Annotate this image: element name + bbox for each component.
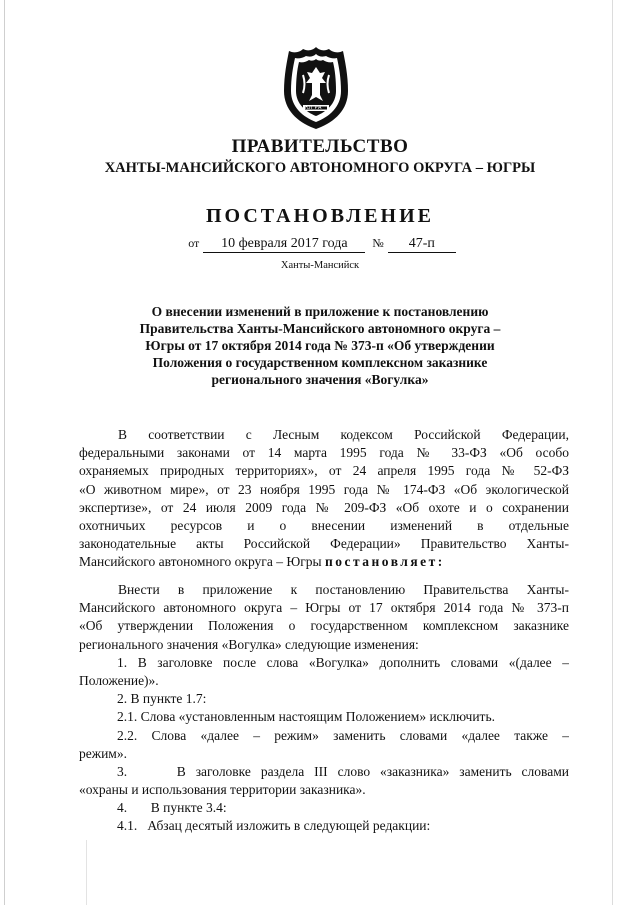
list-item-line: 2.1. Слова «установленным настоящим Положением» исключить. [117,709,495,725]
decree-subject [110,303,530,388]
paragraph-line: экспертизе», от 24 июля 2009 года № 209-ФЗ «Об охоте и о сохранении [79,499,569,515]
emblem-caption: ЮГРА [305,105,322,111]
preamble-last-text: Мансийского автономного округа – Югры [79,554,322,570]
number-label: № [372,236,384,250]
paragraph-line: Мансийского автономного округа – Югры от 17 октября 2014 года № 373-п [79,600,569,616]
preamble-paragraph [79,426,569,572]
paragraph-line: регионального значения «Вогулка» следующие изменения: [79,636,419,652]
issuing-city: Ханты-Мансийск [280,260,360,271]
resolves-word: постановляет: [324,554,445,570]
list-item-line: 4. В пункте 3.4: [117,800,227,816]
decree-type-title: ПОСТАНОВЛЕНИЕ [206,205,434,227]
subject-line: Положения о государственном комплексном заказнике [152,355,488,370]
main-paragraph [79,581,569,836]
paragraph-line [79,553,569,571]
paragraph-line: федеральными законами от 14 марта 1995 года № 33-ФЗ «Об особо [79,445,569,461]
list-item-line: 3. В заголовке раздела III слово «заказника» заменить словами [117,763,569,779]
paragraph-line: охраняемых природных территориях», от 24 апреля 1995 года № 52-ФЗ [79,463,569,479]
from-label: от [188,236,200,250]
region-title: ХАНТЫ-МАНСИЙСКОГО АВТОНОМНОГО ОКРУГА – ЮГРЫ [104,160,536,176]
list-item-line: 4.1. Абзац десятый изложить в следующей редакции: [117,818,431,834]
subject-line: Правительства Ханты-Мансийского автономного округа – [139,321,501,336]
scan-edge-bottom [86,840,87,905]
paragraph-line: «О животном мире», от 23 ноября 1995 года № 174-ФЗ «Об экологической [79,481,569,497]
decree-date-number-line [0,236,640,253]
coat-of-arms-emblem [279,45,353,131]
paragraph-line: В соответствии с Лесным кодексом Российской Федерации, [118,427,569,442]
list-item-line: 2.2. Слова «далее – режим» заменить словами «далее также – [117,727,569,743]
subject-line: О внесении изменений в приложение к постановлению [151,304,489,319]
subject-line: Югры от 17 октября 2014 года № 373-п «Об утверждении [145,338,495,353]
paragraph-line: «Об утверждении Положения о государственном комплексном заказнике [79,618,569,634]
list-item-line: режим». [79,745,127,761]
government-title: ПРАВИТЕЛЬСТВО [231,136,409,157]
paragraph-line: законодательные акты Российской Федерации» Правительство Ханты- [79,536,569,552]
list-item-line: «охраны и использования территории заказника». [79,782,366,798]
list-item-line: 1. В заголовке после слова «Вогулка» дополнить словами «(далее – [117,654,569,670]
decree-date: 10 февраля 2017 года [203,236,365,253]
list-item-line: 2. В пункте 1.7: [117,691,207,707]
subject-line: регионального значения «Вогулка» [211,372,429,387]
list-item-line: Положение)». [79,672,159,688]
decree-number: 47-п [388,236,456,253]
paragraph-line: Внести в приложение к постановлению Правительства Ханты- [118,582,569,597]
paragraph-line: охотничьих ресурсов и о внесении изменений в отдельные [79,517,569,533]
